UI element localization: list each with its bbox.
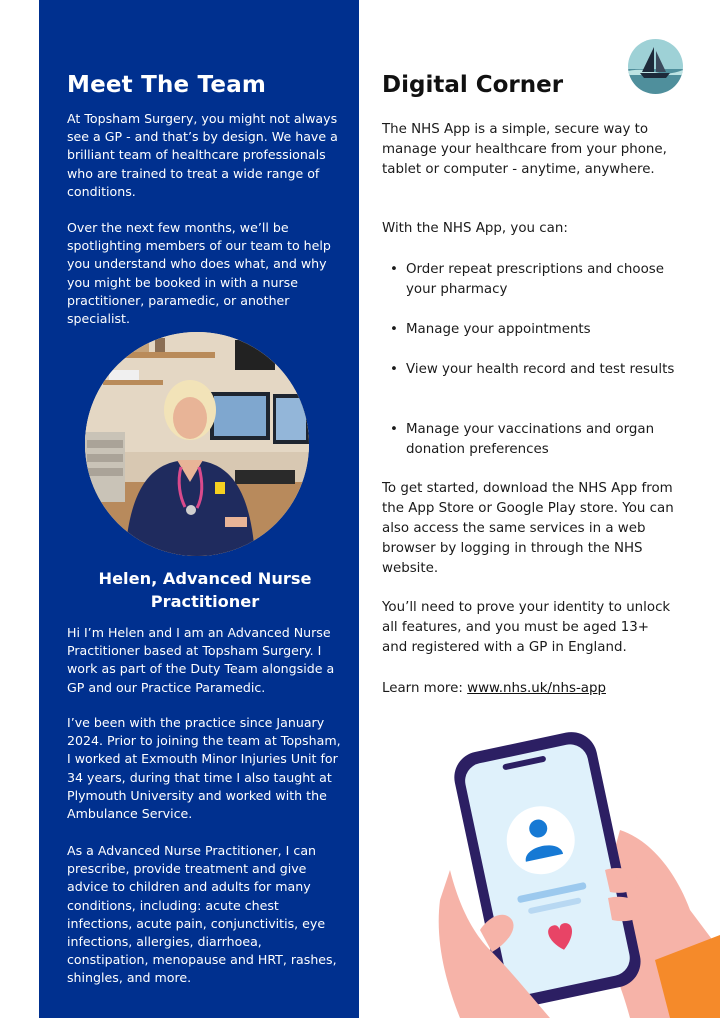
staff-bio-paragraph-1: Hi I’m Helen and I am an Advanced Nurse Practitioner based at Topsham Surgery. I work as part of the Duty Team alongside a GP and our Practice Paramedic. — [67, 625, 335, 695]
get-started-paragraph: To get started, download the NHS App from the App Store or Google Play store. You can also access the same services in a web browser by logging in through the NHS website. — [382, 481, 674, 576]
sailboat-logo-icon — [628, 39, 683, 94]
meet-the-team-title: Meet The Team — [67, 72, 267, 98]
nhs-app-link[interactable]: www.nhs.uk/nhs-app — [467, 681, 606, 696]
staff-bio-paragraph-3: As a Advanced Nurse Practitioner, I can prescribe, provide treatment and give advice to children and adults for many conditions, including: acute chest infections, acute pain, conjunctivitis, eye infections, allergies, diarrhoea, constipation, menopause and HRT, rashes, shingles, and more. — [67, 843, 337, 986]
staff-photo-icon — [85, 332, 309, 556]
meet-the-team-panel — [39, 0, 359, 1018]
prove-identity-paragraph: You’ll need to prove your identity to unlock all features, and you must be aged 13+ and registered with a GP in England. — [382, 600, 671, 655]
learn-more-line — [382, 679, 674, 699]
list-item: • Order repeat prescriptions and choose your pharmacy — [390, 260, 680, 300]
learn-more-label: Learn more: — [382, 681, 463, 696]
nhs-app-features-lead: With the NHS App, you can: — [382, 221, 568, 236]
team-intro-paragraph-1: At Topsham Surgery, you might not always see a GP - and that’s by design. We have a brilliant team of healthcare professionals who are trained to treat a wide range of conditions. — [67, 111, 338, 199]
nhs-app-intro: The NHS App is a simple, secure way to manage your healthcare from your phone, tablet or computer - anytime, anywhere. — [382, 122, 667, 177]
list-item: • Manage your vaccinations and organ donation preferences — [390, 420, 680, 460]
list-item: • Manage your appointments — [390, 320, 680, 340]
phone-app-illustration-icon — [420, 720, 720, 1018]
staff-photo — [85, 332, 309, 556]
team-intro-paragraph-2: Over the next few months, we’ll be spotlighting members of our team to help you understand who does what, and why you might be booked in with a nurse practitioner, paramedic, or another specialist. — [67, 220, 331, 327]
list-item: • View your health record and test results — [390, 360, 680, 380]
digital-corner-title: Digital Corner — [382, 72, 564, 98]
staff-member-name: Helen, Advanced Nurse Practitioner — [98, 569, 312, 611]
staff-bio-paragraph-2: I’ve been with the practice since January 2024. Prior to joining the team at Topsham, I worked at Exmouth Minor Injuries Unit for 34 years, during that time I also taught at Plymouth University and worked with the Ambulance Service. — [67, 715, 341, 822]
